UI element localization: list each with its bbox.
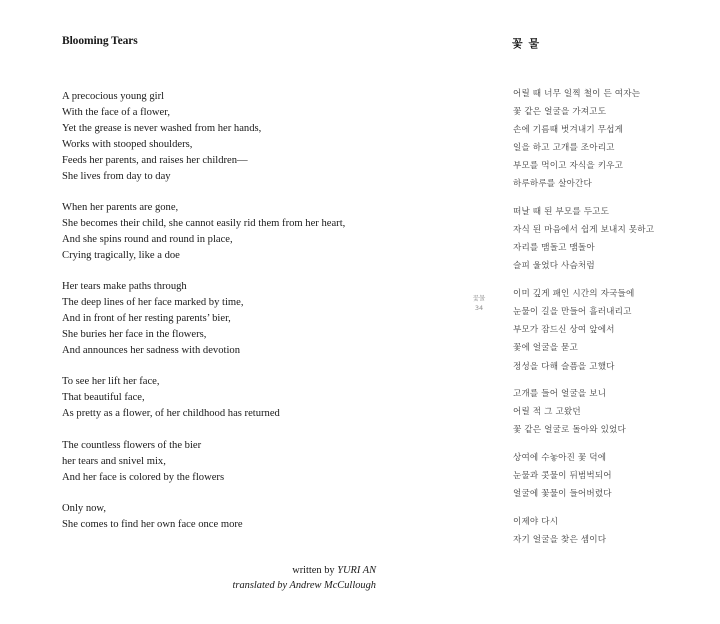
korean-poem-line: 어릴 적 그 고왔던 (513, 407, 581, 418)
korean-poem-line: 슬피 울었다 사슴처럼 (513, 261, 595, 272)
poem-credits (200, 563, 376, 593)
korean-poem-line: 자리를 맴돌고 맴돌아 (513, 243, 595, 254)
korean-stanza (513, 85, 713, 194)
korean-poem-line: 꽃 같은 얼굴을 가져고도 (513, 107, 607, 118)
korean-poem-line: 일을 하고 고개를 조아리고 (513, 143, 615, 154)
english-poem-title: Blooming Tears (62, 35, 138, 47)
translator-line: translated by Andrew McCullough (232, 580, 376, 591)
english-poem-line: When her parents are gone, (62, 202, 179, 214)
author-name: YURI AN (337, 565, 376, 576)
english-poem-line: To see her lift her face, (62, 376, 160, 388)
korean-stanza (513, 285, 713, 375)
author-line (200, 563, 376, 578)
korean-poem-line: 떠날 때 된 부모를 두고도 (513, 207, 610, 218)
korean-poem-line: 이제야 다시 (513, 516, 559, 527)
english-poem-line: And she spins round and round in place, (62, 233, 233, 245)
english-poem-line: As pretty as a flower, of her childhood has returned (62, 408, 280, 420)
korean-poem-line: 부모를 먹이고 자식을 키우고 (513, 161, 624, 172)
english-poem-line: Crying tragically, like a doe (62, 249, 180, 261)
margin-label: 꽃물 (472, 294, 486, 302)
korean-stanza (513, 449, 713, 503)
english-stanza (62, 200, 392, 264)
korean-poem-line: 눈물이 길을 만들어 흘러내리고 (513, 307, 632, 318)
english-stanza (62, 374, 392, 422)
english-poem-line: A precocious young girl (62, 91, 165, 102)
korean-poem-line: 이미 깊게 패인 시간의 자국들에 (513, 289, 635, 300)
english-poem-line: The countless flowers of the bier (62, 439, 202, 451)
korean-poem-line: 부모가 잠드신 상여 앞에서 (513, 325, 615, 336)
english-poem-line: She comes to find her own face once more (62, 518, 243, 530)
korean-poem-body (513, 85, 713, 559)
english-poem-line: She becomes their child, she cannot easily rid them from her heart, (62, 217, 346, 229)
korean-poem-title: 꽃 물 (512, 37, 541, 50)
korean-poem-line: 하루하루를 살아간다 (513, 179, 592, 190)
english-poem-line: She buries her face in the flowers, (62, 328, 207, 340)
page-number: 34 (474, 304, 484, 312)
korean-poem-line: 자기 얼굴을 찾은 셈이다 (513, 535, 607, 546)
english-poem-line: And her face is colored by the flowers (62, 471, 225, 483)
korean-poem-line: 정성을 다해 슬픔을 고했다 (513, 361, 615, 372)
korean-stanza (513, 385, 713, 439)
english-poem-line: With the face of a flower, (62, 106, 170, 118)
korean-poem-line: 상여에 수놓아진 꽃 덕에 (513, 453, 607, 464)
english-poem-line: Feeds her parents, and raises her children— (62, 154, 248, 166)
english-stanza (62, 89, 392, 184)
korean-poem-line: 꽃에 얼굴을 묻고 (513, 343, 578, 354)
english-poem-body (62, 89, 392, 548)
english-poem-line: And in front of her resting parents’ bier, (62, 313, 231, 325)
korean-stanza (513, 513, 713, 549)
korean-poem-line: 손에 기름때 벗겨내기 무섭게 (513, 125, 624, 136)
english-stanza (62, 501, 392, 533)
english-poem-line: Only now, (62, 503, 107, 514)
english-poem-line: Works with stooped shoulders, (62, 138, 193, 150)
korean-stanza (513, 203, 713, 275)
korean-poem-line: 어릴 때 너무 일찍 철이 든 여자는 (513, 89, 641, 99)
korean-poem-line: 눈물과 콧물이 뒤범벅되어 (513, 471, 612, 482)
english-poem-line: And announces her sadness with devotion (62, 344, 240, 356)
korean-poem-line: 고개를 들어 얼굴을 보니 (513, 389, 607, 400)
english-poem-line: her tears and snivel mix, (62, 455, 166, 467)
english-stanza (62, 279, 392, 359)
english-stanza (62, 438, 392, 486)
english-poem-line: The deep lines of her face marked by time, (62, 297, 244, 309)
page-marginalia (468, 293, 490, 313)
korean-poem-line: 자식 된 마음에서 쉽게 보내지 못하고 (513, 225, 655, 236)
korean-poem-line: 꽃 같은 얼굴로 돌아와 있었다 (513, 425, 626, 436)
english-poem-line: Yet the grease is never washed from her hands, (62, 122, 262, 134)
written-by-label: written by (292, 565, 335, 576)
korean-poem-line: 얼굴에 꽃물이 들어버렸다 (513, 489, 612, 500)
english-poem-line: She lives from day to day (62, 170, 171, 182)
english-poem-line: Her tears make paths through (62, 281, 187, 293)
english-poem-line: That beautiful face, (62, 392, 145, 404)
